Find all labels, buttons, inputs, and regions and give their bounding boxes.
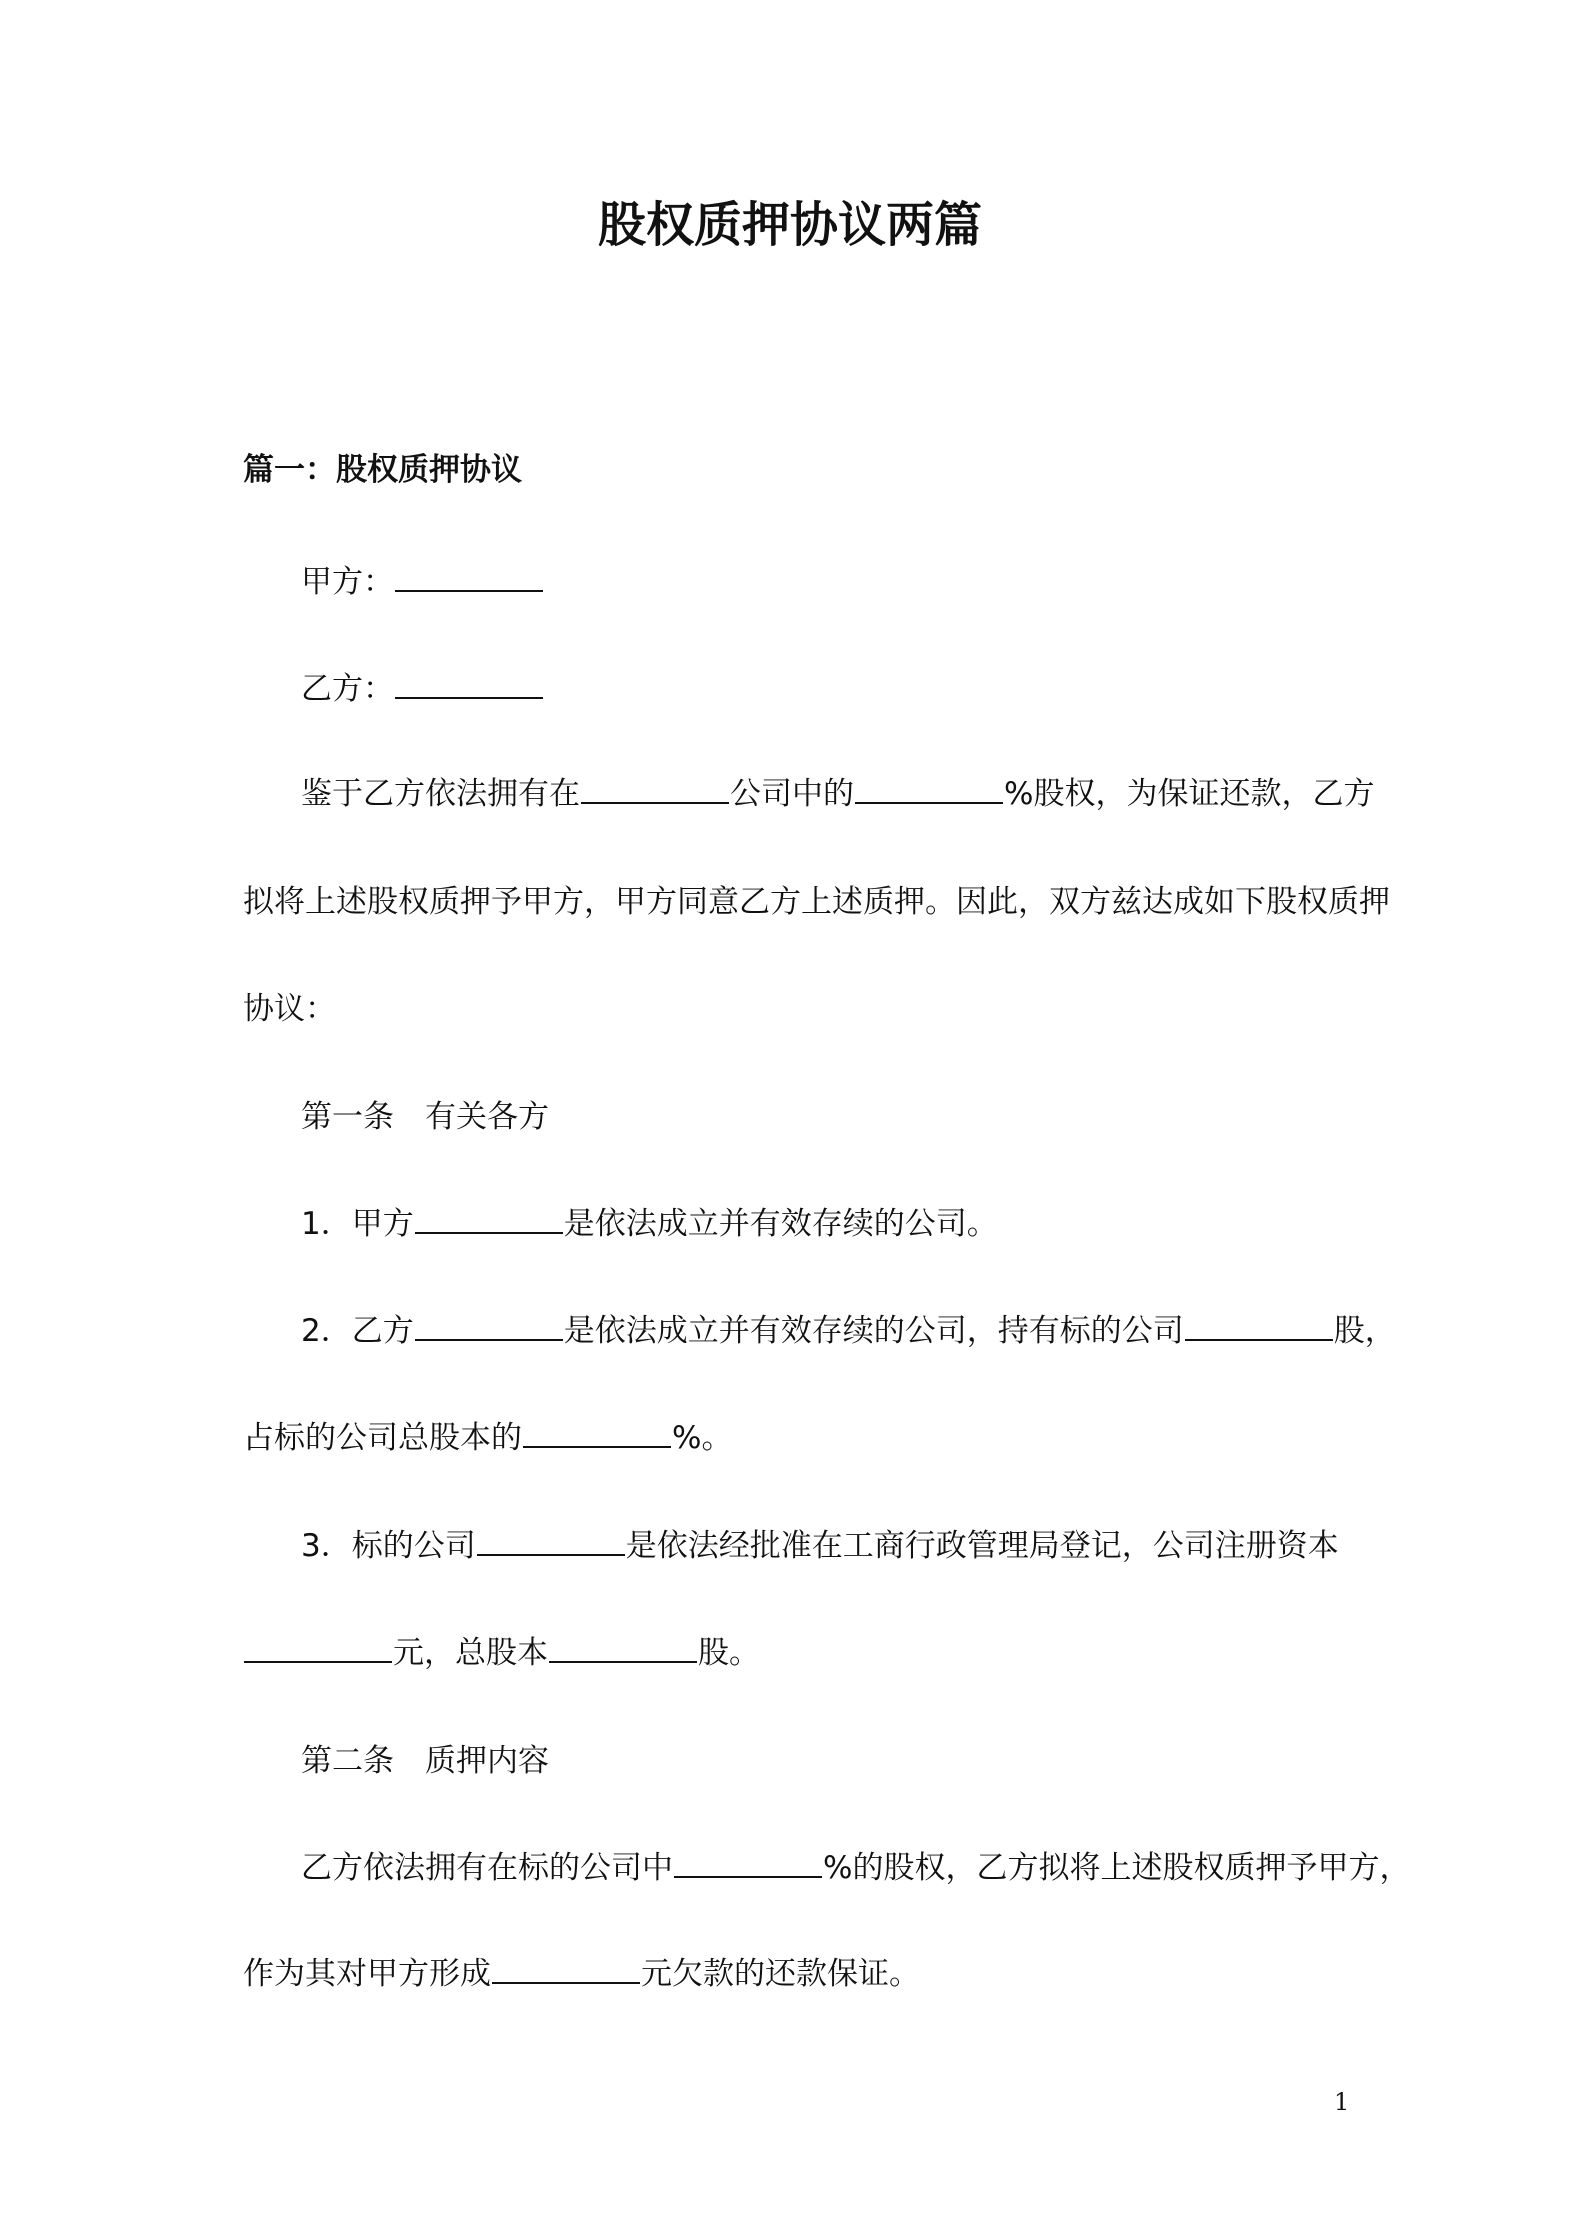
blank-field [415, 1202, 563, 1234]
blank-field [523, 1416, 671, 1448]
document-title: 股权质押协议两篇 [597, 197, 982, 253]
text-segment: 3．标的公司 [301, 1528, 476, 1564]
intro-line-2: 拟将上述股权质押予甲方，甲方同意乙方上述质押。因此，双方兹达成如下股权质押 [243, 884, 1390, 920]
blank-field [492, 1952, 640, 1984]
intro-line-3: 协议： [243, 991, 336, 1027]
blank-field [855, 772, 1003, 804]
text-segment: 是依法经批准在工商行政管理局登记，公司注册资本 [625, 1528, 1339, 1564]
article-1-item-3-line-2 [243, 1631, 760, 1675]
party-b-line [301, 667, 544, 711]
party-b-label: 乙方： [301, 671, 394, 707]
text-segment: 1．甲方 [301, 1206, 414, 1242]
article-1-heading: 第一条 有关各方 [301, 1099, 549, 1135]
article-1-item-2-line-1 [301, 1309, 1396, 1353]
page-number: 1 [1334, 2088, 1350, 2116]
article-1-item-2-line-2 [243, 1416, 732, 1460]
text-segment: 是依法成立并有效存续的公司，持有标的公司 [563, 1313, 1184, 1349]
blank-field [581, 772, 729, 804]
blank-field [1185, 1309, 1333, 1341]
article-1-item-1 [301, 1202, 998, 1246]
text-segment: 2．乙方 [301, 1313, 414, 1349]
article-2-line-2 [243, 1952, 920, 1996]
blank-field [477, 1524, 625, 1556]
text-segment: %。 [672, 1420, 733, 1456]
text-segment: 鉴于乙方依法拥有在 [301, 776, 580, 812]
party-a-label: 甲方： [301, 564, 394, 600]
blank-field [395, 560, 543, 592]
blank-field [395, 667, 543, 699]
text-segment: 乙方依法拥有在标的公司中 [301, 1850, 673, 1886]
text-segment: 股。 [698, 1635, 760, 1671]
blank-field [244, 1631, 392, 1663]
article-1-item-3-line-1 [301, 1524, 1339, 1568]
blank-field [549, 1631, 697, 1663]
text-segment: %的股权，乙方拟将上述股权质押予甲方， [823, 1850, 1411, 1886]
text-segment: 元欠款的还款保证。 [641, 1956, 920, 1992]
text-segment: %股权，为保证还款，乙方 [1004, 776, 1375, 812]
article-2-heading: 第二条 质押内容 [301, 1743, 549, 1779]
article-2-line-1 [301, 1846, 1410, 1890]
text-segment: 公司中的 [730, 776, 854, 812]
text-segment: 股， [1333, 1313, 1396, 1349]
text-segment: 作为其对甲方形成 [243, 1956, 491, 1992]
intro-line-1 [301, 772, 1374, 816]
party-a-line [301, 560, 544, 604]
text-segment: 占标的公司总股本的 [243, 1420, 522, 1456]
section-heading: 篇一：股权质押协议 [243, 452, 522, 488]
blank-field [674, 1846, 822, 1878]
text-segment: 元，总股本 [393, 1635, 548, 1671]
blank-field [415, 1309, 563, 1341]
text-segment: 是依法成立并有效存续的公司。 [563, 1206, 998, 1242]
